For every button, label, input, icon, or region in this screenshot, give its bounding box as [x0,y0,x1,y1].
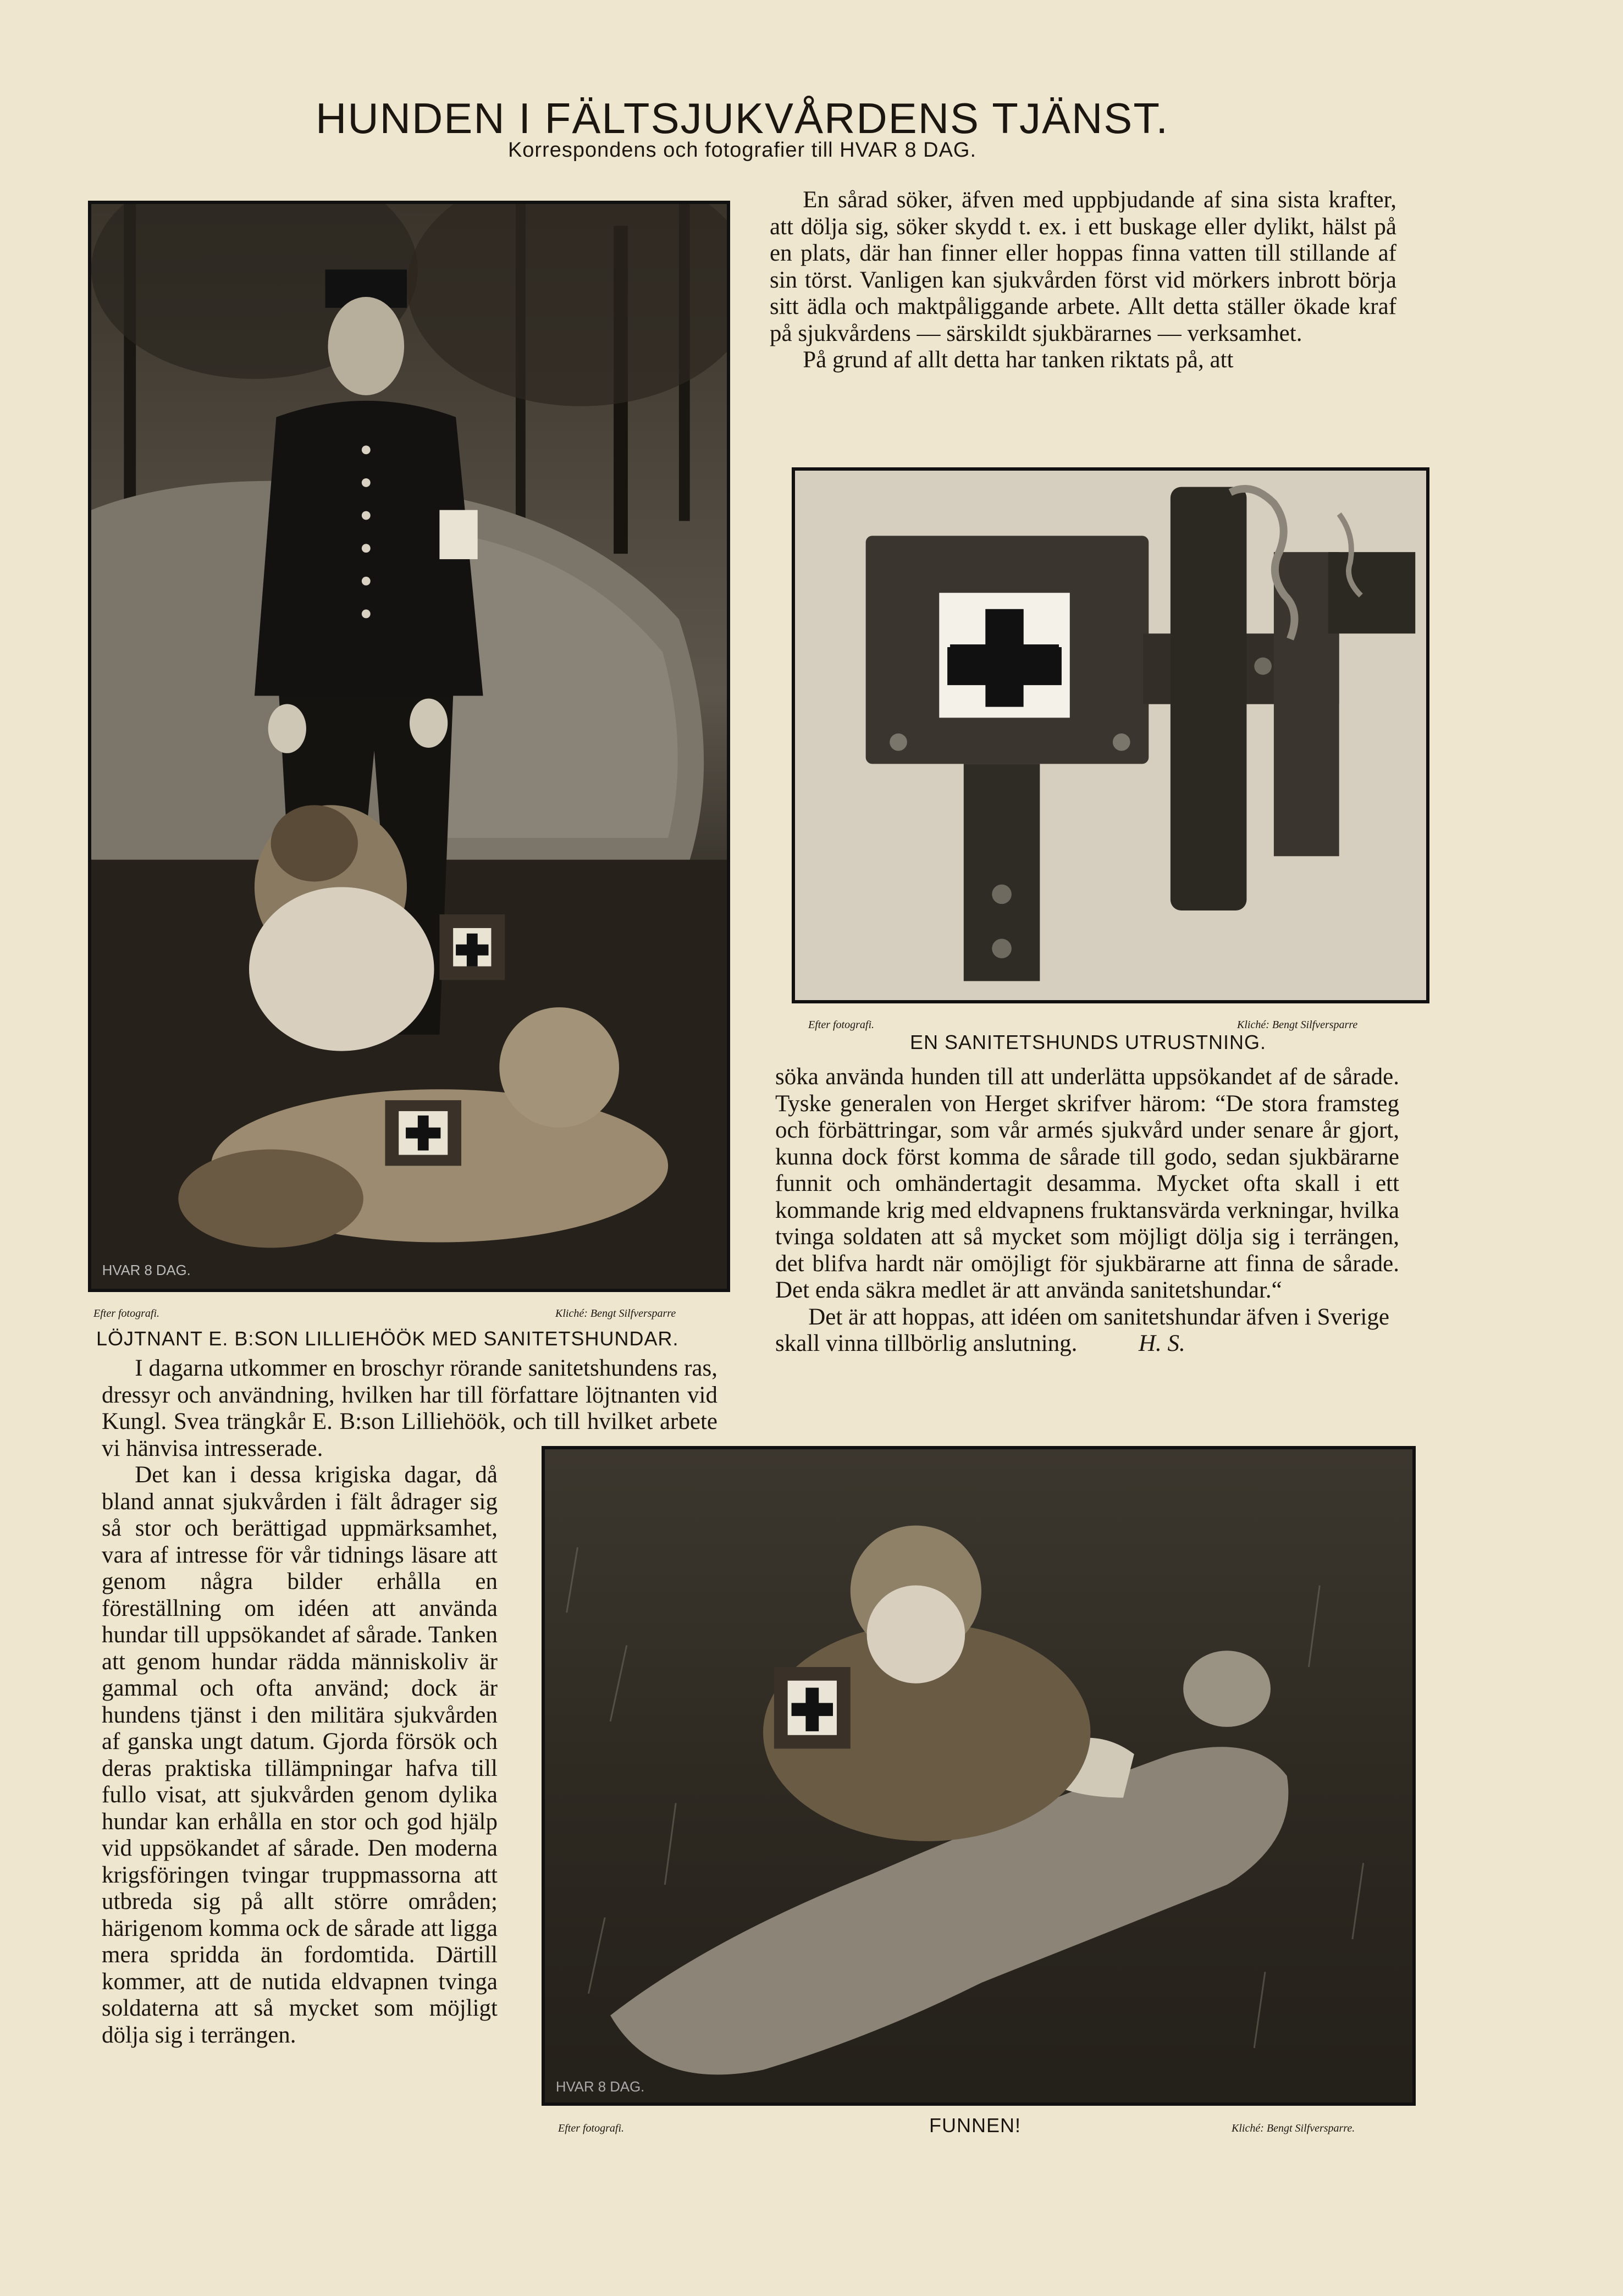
article-title: HUNDEN I FÄLTSJUKVÅRDENS TJÄNST. [315,94,1169,142]
paragraph: En sårad söker, äfven med uppbjudande af sina sista krafter, att dölja sig, söker skydd t. ex. i ett buskage eller dylikt, hälst på en plats, där han finner eller hoppas finna vatten till stillande af sin törst. Vanligen kan sjukvården först vid mörkers inbrott börja sitt ädla och maktpåliggande arbete. Allt detta ställer ökade kraf på sjukvårdens — särskildt sjukbärarnes — verksamhet. [770,187,1396,346]
found-photo-credit-right: Kliché: Bengt Silfversparre. [1232,2122,1355,2134]
paragraph: På grund af allt detta har tanken riktats på, att [803,347,1234,373]
right-column-top-text [770,187,1396,374]
equipment-photo-credit-left: Efter fotografi. [808,1019,874,1031]
equipment-photo-caption: EN SANITETSHUNDS UTRUSTNING. [910,1031,1267,1053]
officer-photo-credit-right: Kliché: Bengt Silfversparre [555,1307,676,1320]
equipment-photo-credit-right: Kliché: Bengt Silfversparre [1237,1019,1358,1031]
found-photo-illustration [545,1449,1412,2102]
equipment-photo-illustration [795,471,1426,1000]
found-photo-credit-left: Efter fotografi. [558,2122,624,2134]
article-subtitle: Korrespondens och fotografier till HVAR 8 DAG. [507,139,977,162]
officer-photo-watermark: HVAR 8 DAG. [102,1263,191,1279]
officer-with-dogs-photo [88,201,730,1292]
found-photo-watermark: HVAR 8 DAG. [555,2079,645,2095]
right-column-mid-text [775,1064,1399,1357]
found-photo-caption: FUNNEN! [929,2114,1021,2137]
paragraph [775,1304,1399,1357]
officer-photo-caption: LÖJTNANT E. B:SON LILLIEHÖÖK MED SANITETSHUNDAR. [96,1327,679,1350]
paragraph: söka använda hunden till att underlätta uppsökandet af de sårade. Tyske generalen von Herget skrifver härom: “De stora framsteg och förbättringar, som vår armés sjukvård under senare år gjort, kunna dock först komma de sårade till godo, sedan sjukbärarne funnit och omhändertagit desamma. Mycket ofta skall i ett kommande krig med eldvapnens fruktansvärda verkningar, hvilka tvinga soldaten att så mycket som möjligt dölja sig i terrängen, det blifva hardt när omöjligt för sjukbärarne att finna de sårade. Det enda säkra medlet är att använda sanitetshundar.“ [775,1064,1399,1303]
paragraph: Det kan i dessa krigiska dagar, då bland annat sjukvården i fält ådrager sig så stor och berättigad uppmärksamhet, vara af intresse för vår tidnings läsare att genom några bilder erhålla en föreställning om idéen att använda hundar till uppsökandet af sårade. Tanken att genom hundar rädda människoliv är gammal och ofta använd; dock är hundens tjänst i den militära sjukvården af ganska ungt datum. Gjorda försök och deras praktiska tillämpningar hafva till fullo visat, att sjukvården genom dylika hundar kan erhålla en stor och god hjälp vid uppsökandet af sårade. Den moderna krigsföringen tvingar truppmassorna att utbreda sig på allt större områden; härigenom komma ock de sårade att ligga mera spridda än fordomtida. Därtill kommer, att de nutida eldvapnen tvinga soldaterna att så mycket som möjligt dölja sig i terrängen. [102,1462,498,2048]
equipment-photo [792,467,1429,1003]
officer-photo-credit-left: Efter fotografi. [93,1307,159,1320]
officer-photo-illustration [91,204,727,1289]
signature: H. S. [1138,1331,1185,1356]
paragraph: I dagarna utkommer en broschyr rörande sanitetshundens ras, dressyr och användning, hvilken har till författare löjtnanten vid Kungl. Svea trängkår E. B:son Lilliehöök, och till hvilket arbete vi hänvisa intresserade. [102,1355,717,1461]
paragraph-text: Det är att hoppas, att idéen om sanitetshundar äfven i Sverige skall vinna tillbörlig anslutning. [775,1304,1389,1356]
found-soldier-photo [542,1446,1416,2106]
